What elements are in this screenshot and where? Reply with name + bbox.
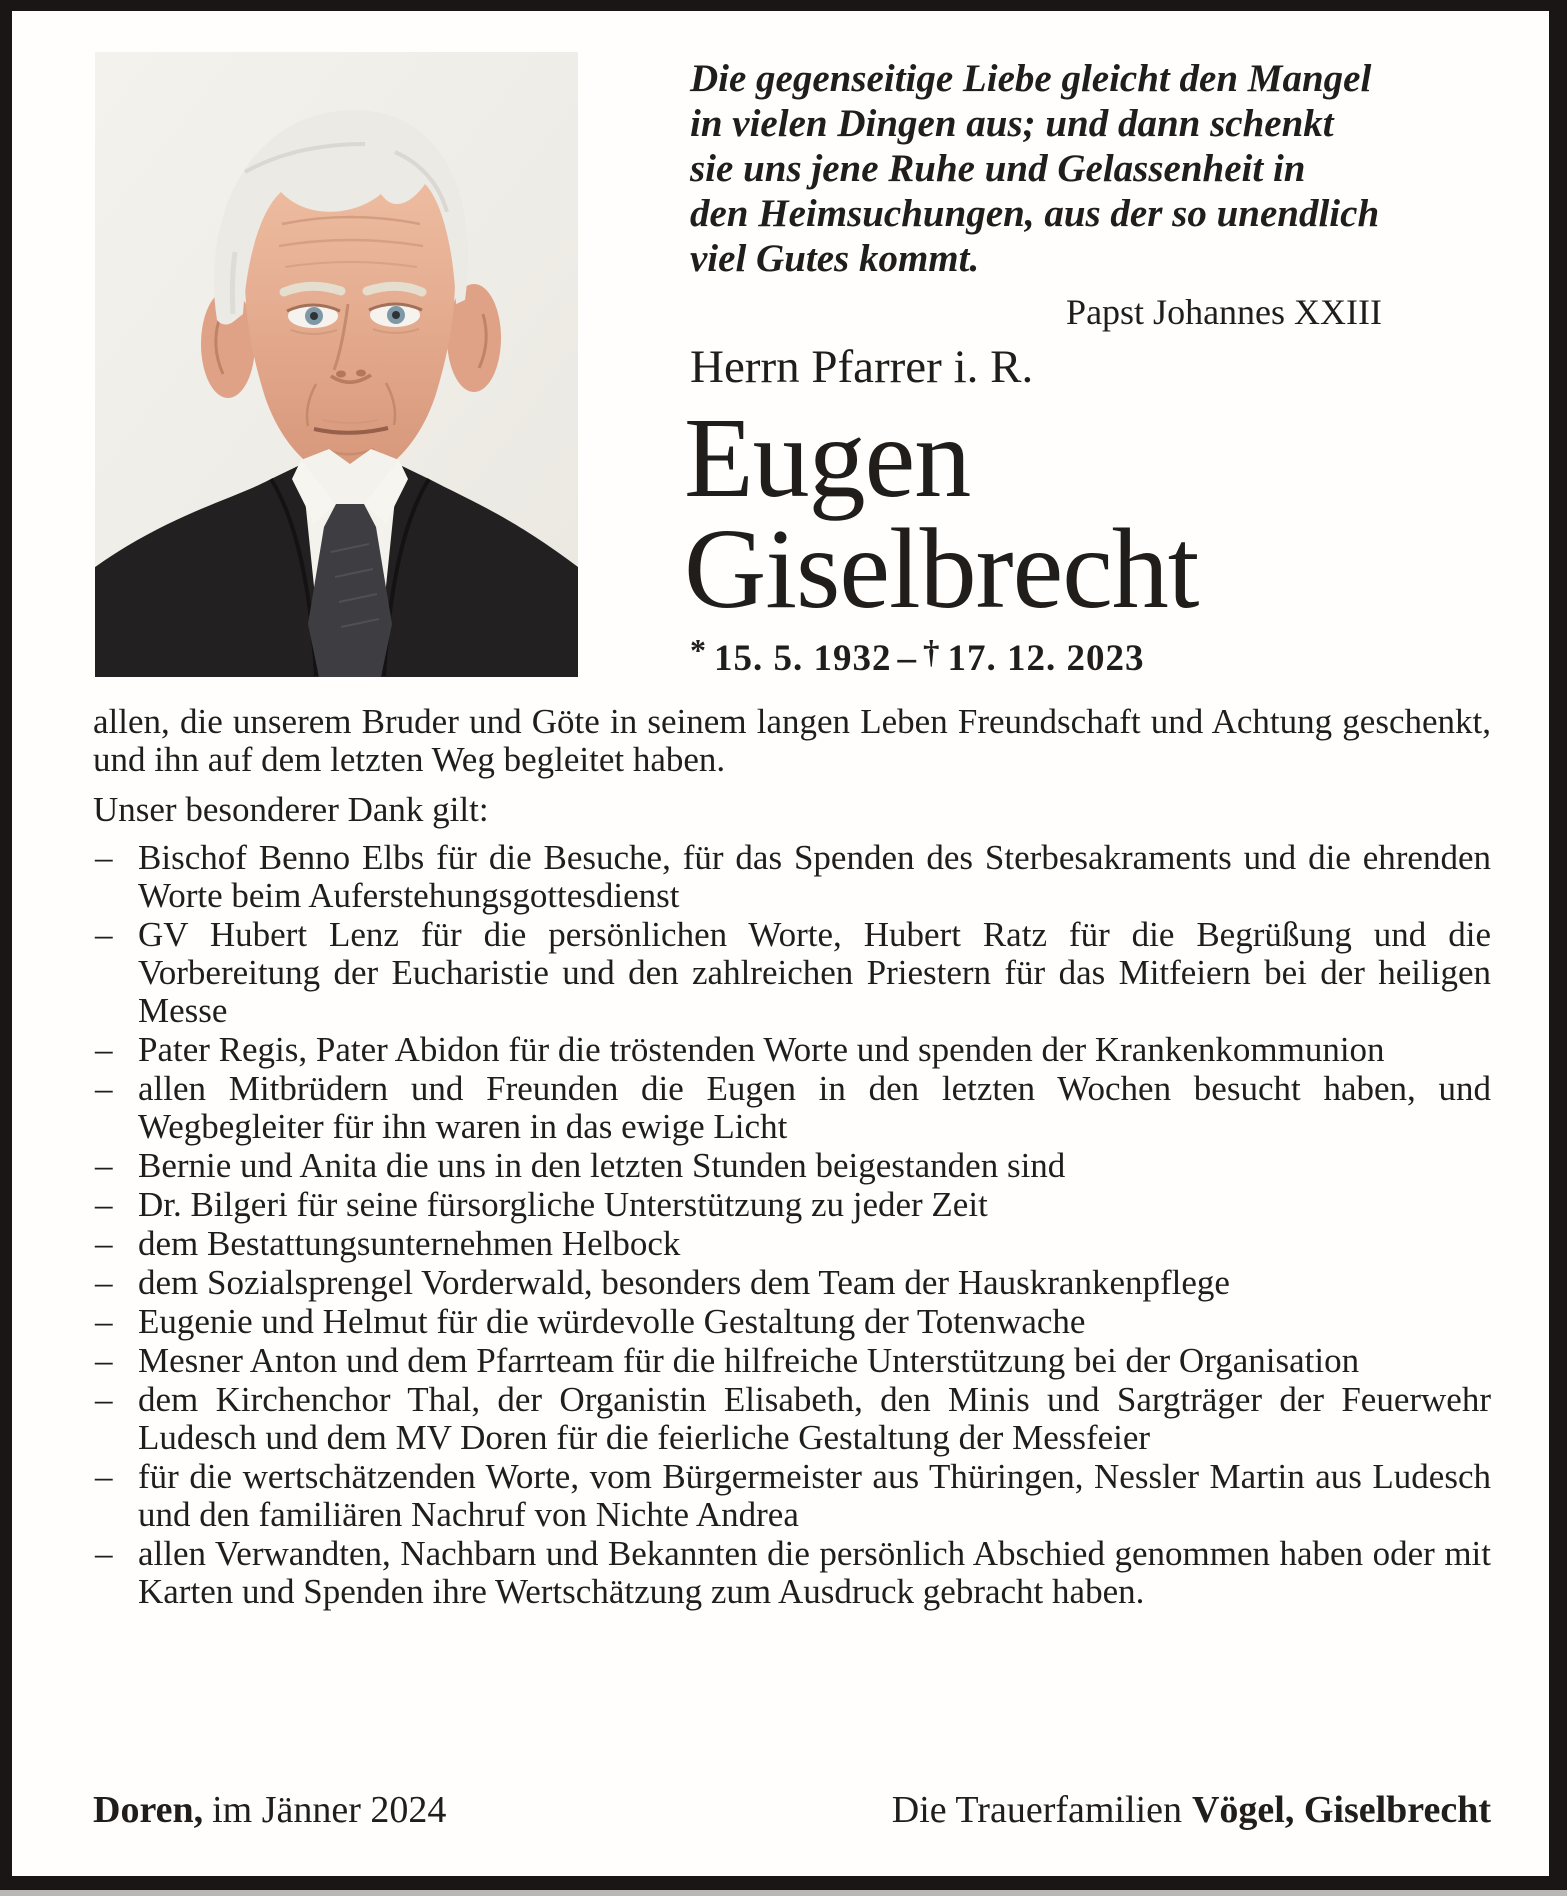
thanks-list-item bbox=[93, 1264, 1491, 1302]
portrait-photo bbox=[95, 52, 578, 677]
list-dash: – bbox=[95, 1380, 113, 1419]
list-dash: – bbox=[95, 1030, 113, 1069]
list-dash: – bbox=[95, 915, 113, 954]
list-dash: – bbox=[95, 1457, 113, 1496]
thanks-list-item bbox=[93, 1303, 1491, 1341]
thanks-list bbox=[93, 839, 1491, 1611]
thanks-item-text: dem Sozialsprengel Vorderwald, besonders dem Team der Hauskrankenpflege bbox=[138, 1263, 1230, 1302]
thanks-item-text: dem Bestattungsunternehmen Helbock bbox=[138, 1224, 681, 1263]
thanks-item-text: Bischof Benno Elbs für die Besuche, für das Spenden des Sterbesakraments und die ehrenden Worte beim Auferstehungsgottesdienst bbox=[138, 838, 1491, 915]
list-dash: – bbox=[95, 1146, 113, 1185]
thanks-list-item bbox=[93, 1070, 1491, 1146]
thanks-item-text: Dr. Bilgeri für seine fürsorgliche Unterstützung zu jeder Zeit bbox=[138, 1185, 988, 1224]
list-dash: – bbox=[95, 1224, 113, 1263]
list-dash: – bbox=[95, 1341, 113, 1380]
footer bbox=[93, 1788, 1491, 1832]
thanks-list-item bbox=[93, 1535, 1491, 1611]
family-names: Vögel, Giselbrecht bbox=[1191, 1789, 1491, 1831]
date: im Jänner 2024 bbox=[212, 1789, 447, 1831]
thanks-list-item bbox=[93, 1147, 1491, 1185]
thanks-list-item bbox=[93, 1225, 1491, 1263]
deceased-first-name: Eugen bbox=[684, 394, 971, 521]
quote-line: den Heimsuchungen, aus der so unendlich bbox=[690, 192, 1380, 235]
birth-date: 15. 5. 1932 bbox=[714, 638, 892, 679]
thanks-item-text: Eugenie und Helmut für die würdevolle Gestaltung der Totenwache bbox=[138, 1302, 1086, 1341]
quote-line: sie uns jene Ruhe und Gelassenheit in bbox=[690, 147, 1306, 190]
thanks-list-item bbox=[93, 1458, 1491, 1534]
thanks-item-text: Pater Regis, Pater Abidon für die tröstenden Worte und spenden der Krankenkommunion bbox=[138, 1030, 1385, 1069]
intro-paragraph: allen, die unserem Bruder und Göte in seinem langen Leben Freundschaft und Achtung geschenkt, und ihn auf dem letzten Weg begleitet haben. bbox=[93, 702, 1491, 779]
list-dash: – bbox=[95, 1263, 113, 1302]
thanks-item-text: für die wertschätzenden Worte, vom Bürgermeister aus Thüringen, Nessler Martin aus Ludesch und den familiären Nachruf von Nichte Andrea bbox=[138, 1457, 1491, 1534]
death-cross-symbol: † bbox=[923, 635, 941, 671]
life-dates bbox=[690, 632, 1145, 680]
thank-you-text bbox=[93, 703, 1491, 1612]
memorial-quote bbox=[690, 56, 1400, 281]
dates-dash: – bbox=[897, 638, 917, 679]
birth-star-symbol: * bbox=[690, 632, 707, 668]
thanks-item-text: GV Hubert Lenz für die persönlichen Worte, Hubert Ratz für die Begrüßung und die Vorbereitung der Eucharistie und den zahlreichen Priestern für das Mitfeiern bei der heiligen Messe bbox=[138, 915, 1491, 1030]
thanks-list-item bbox=[93, 839, 1491, 915]
family-prefix: Die Trauerfamilien bbox=[891, 1789, 1182, 1831]
death-date: 17. 12. 2023 bbox=[947, 638, 1145, 679]
thanks-list-item bbox=[93, 916, 1491, 1030]
list-dash: – bbox=[95, 1069, 113, 1108]
quote-line: in vielen Dingen aus; und dann schenkt bbox=[690, 102, 1334, 145]
portrait-illustration bbox=[95, 52, 578, 677]
list-dash: – bbox=[95, 1534, 113, 1573]
thanks-item-text: dem Kirchenchor Thal, der Organistin Elisabeth, den Minis und Sargträger der Feuerwehr Ludesch und dem MV Doren für die feierliche Gestaltung der Messfeier bbox=[138, 1380, 1491, 1457]
place-and-date bbox=[93, 1788, 446, 1832]
thanks-list-item bbox=[93, 1342, 1491, 1380]
quote-line: viel Gutes kommt. bbox=[690, 237, 980, 280]
thanks-list-item bbox=[93, 1381, 1491, 1457]
deceased-last-name: Giselbrecht bbox=[684, 505, 1199, 632]
thanks-heading: Unser besonderer Dank gilt: bbox=[93, 790, 489, 829]
place: Doren, bbox=[93, 1789, 204, 1831]
thanks-item-text: allen Mitbrüdern und Freunden die Eugen in den letzten Wochen besucht haben, und Wegbegleiter für ihn waren in das ewige Licht bbox=[138, 1069, 1491, 1146]
quote-line: Die gegenseitige Liebe gleicht den Mangel bbox=[690, 57, 1372, 100]
mourning-families bbox=[892, 1788, 1491, 1832]
quote-attribution: Papst Johannes XXIII bbox=[1066, 292, 1382, 332]
thanks-list-item bbox=[93, 1186, 1491, 1224]
thanks-item-text: Mesner Anton und dem Pfarrteam für die hilfreiche Unterstützung bei der Organisation bbox=[138, 1341, 1360, 1380]
thanks-list-item bbox=[93, 1031, 1491, 1069]
list-dash: – bbox=[95, 1302, 113, 1341]
list-dash: – bbox=[95, 1185, 113, 1224]
thanks-item-text: Bernie und Anita die uns in den letzten Stunden beigestanden sind bbox=[138, 1146, 1066, 1185]
deceased-name bbox=[684, 394, 1199, 632]
thanks-item-text: allen Verwandten, Nachbarn und Bekannten die persönlich Abschied genommen haben oder mit Karten und Spenden ihre Wertschätzung zum Ausdruck gebracht haben. bbox=[138, 1534, 1491, 1611]
list-dash: – bbox=[95, 838, 113, 877]
deceased-title: Herrn Pfarrer i. R. bbox=[690, 341, 1034, 393]
